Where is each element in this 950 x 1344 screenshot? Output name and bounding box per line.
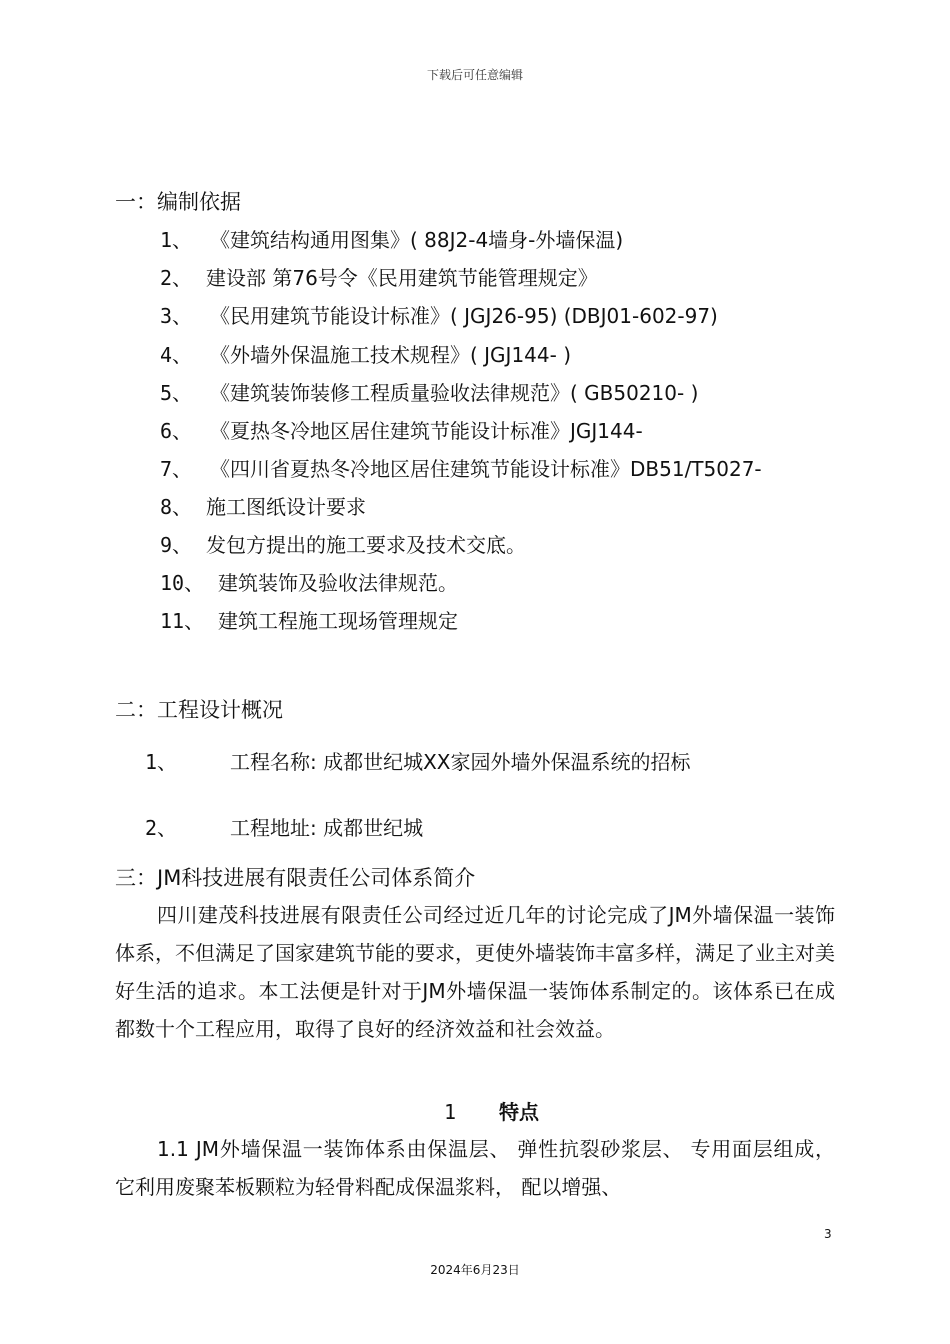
page-number: 3 xyxy=(824,1227,832,1241)
item-text: 工程名称: 成都世纪城XX家园外墙外保温系统的招标 xyxy=(230,750,691,774)
item-text: 建筑工程施工现场管理规定 xyxy=(218,609,458,633)
item-number: 7、 xyxy=(160,457,193,481)
item-text: 《建筑结构通用图集》( 88J2-4墙身-外墙保温) xyxy=(210,228,624,252)
section-3-paragraph xyxy=(115,896,835,1048)
paragraph-text: 1.1 JM外墙保温一装饰体系由保温层、 弹性抗裂砂浆层、 专用面层组成， 它利用废聚苯板颗粒为轻骨料配成保温浆料， 配以增强、 xyxy=(115,1137,835,1199)
item-text: 《外墙外保温施工技术规程》( JGJ144- ) xyxy=(210,343,572,367)
item-number: 5、 xyxy=(160,381,193,405)
item-text: 《建筑装饰装修工程质量验收法律规范》( GB50210- ) xyxy=(210,381,699,405)
item-number: 11、 xyxy=(160,609,205,633)
item-text: 施工图纸设计要求 xyxy=(206,495,366,519)
item-text: 《四川省夏热冬冷地区居住建筑节能设计标准》DB51/T5027- xyxy=(210,457,762,481)
item-number: 2、 xyxy=(145,816,178,840)
item-text: 《夏热冬冷地区居住建筑节能设计标准》JGJ144- xyxy=(210,419,643,443)
item-number: 4、 xyxy=(160,343,193,367)
item-number: 9、 xyxy=(160,533,193,557)
item-number: 6、 xyxy=(160,419,193,443)
item-number: 1、 xyxy=(145,750,178,774)
page-header: 下载后可任意编辑 xyxy=(426,68,523,82)
section-2-title: 二：工程设计概况 xyxy=(115,698,283,722)
subheading xyxy=(444,1096,539,1125)
item-text: 工程地址: 成都世纪城 xyxy=(230,816,424,840)
subheading-number: 1 xyxy=(444,1100,457,1124)
item-text: 建筑装饰及验收法律规范。 xyxy=(218,571,458,595)
item-number: 2、 xyxy=(160,266,193,290)
item-text: 发包方提出的施工要求及技术交底。 xyxy=(206,533,526,557)
item-text: 《民用建筑节能设计标准》( JGJ26-95) (DBJ01-602-97) xyxy=(210,304,718,328)
item-number: 10、 xyxy=(160,571,205,595)
item-number: 1、 xyxy=(160,228,193,252)
item-number: 8、 xyxy=(160,495,193,519)
paragraph-text: 四川建茂科技进展有限责任公司经过近几年的讨论完成了JM外墙保温一装饰体系，不但满足了国家建筑节能的要求，更使外墙装饰丰富多样，满足了业主对美好生活的追求。本工法便是针对于JM外墙保温一装饰体系制定的。该体系已在成都数十个工程应用，取得了良好的经济效益和社会效益。 xyxy=(115,903,835,1041)
item-number: 3、 xyxy=(160,304,193,328)
section-3-title: 三：JM科技进展有限责任公司体系简介 xyxy=(115,866,476,890)
section-1-title: 一：编制依据 xyxy=(115,190,241,214)
subheading-text: 特点 xyxy=(499,1100,540,1124)
item-text: 建设部 第76号令《民用建筑节能管理规定》 xyxy=(206,266,598,290)
page-date: 2024年6月23日 xyxy=(430,1263,520,1277)
feature-paragraph xyxy=(115,1130,835,1206)
